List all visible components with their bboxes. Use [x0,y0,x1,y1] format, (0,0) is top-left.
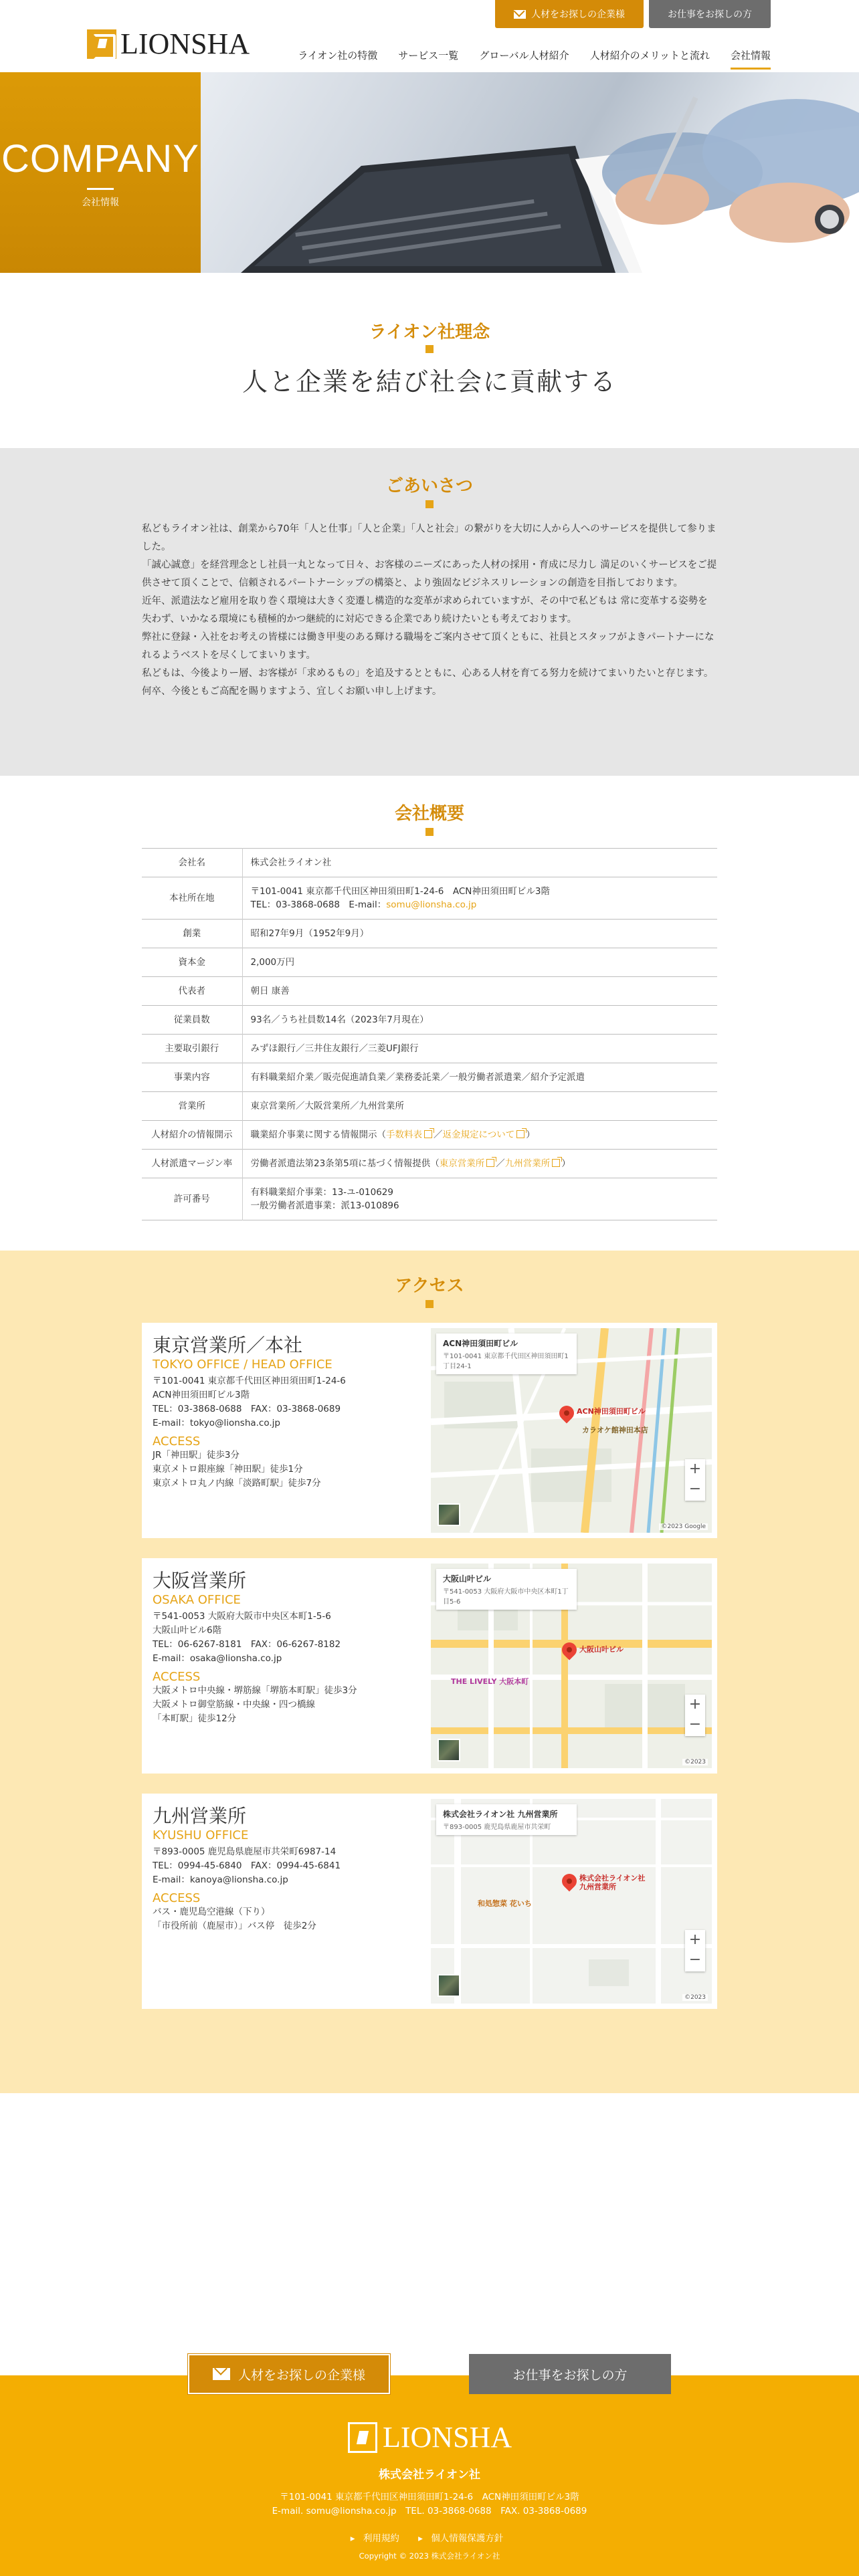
title-dot [425,1300,434,1308]
table-row [142,877,717,920]
access-line: 「市役所前（鹿屋市）」バス停 徒歩2分 [153,1921,316,1931]
company-overview-table [142,848,717,1220]
row-value [242,1178,717,1220]
access-heading: ACCESS [153,1434,201,1448]
office-english-name: OSAKA OFFICE [153,1593,241,1607]
zoom-out-icon[interactable]: − [688,1481,702,1497]
row-label: 人材紹介の情報開示 [142,1121,242,1150]
hero-divider [87,188,114,190]
office-english-name: TOKYO OFFICE / HEAD OFFICE [153,1358,332,1372]
office-building: 大阪山叶ビル6階 [153,1625,222,1636]
map-pin-label: 株式会社ライオン社 九州営業所 [579,1874,646,1891]
map-place-card[interactable] [436,1569,577,1610]
office-card-kyushu [142,1794,717,2009]
site-header [0,0,859,72]
row-label: 会社名 [142,849,242,877]
cta-company-button[interactable] [188,2354,390,2394]
greeting-section [0,448,859,776]
map-poi-label: カラオケ館神田本店 [582,1426,648,1434]
greeting-paragraph: 「誠心誠意」を経営理念とし社員一丸となって日々、お客様のニーズにあった人材の採用・育成に尽力し 満足のいくサービスをご提供させて頂くことで、信頼されるパートナーシップの構築と、より強固なビジネスリレーションの創造を目指しております。 [142,560,717,588]
office-address: 〒101-0041 東京都千代田区神田須田町1-24-6 [153,1376,346,1386]
greeting-title: ごあいさつ [385,476,473,496]
map-kyushu[interactable] [431,1799,712,2004]
office-phone: TEL：0994-45-6840 FAX：0994-45-6841 [153,1860,341,1871]
company-search-label: 人材をお探しの企業様 [531,9,625,20]
footer-logo[interactable] [348,2422,512,2453]
logo-text: LIONSHA [120,27,250,60]
table-row [142,849,717,877]
table-row [142,1006,717,1035]
map-place-card[interactable] [436,1804,577,1835]
access-heading: ACCESS [153,1891,201,1905]
row-label: 営業所 [142,1092,242,1121]
lion-logo-icon [348,2422,377,2453]
footer-copyright: Copyright © 2023 株式会社ライオン社 [359,2551,500,2561]
office-email: E-mail：kanoya@lionsha.co.jp [153,1874,288,1885]
row-label: 従業員数 [142,1006,242,1035]
office-name: 大阪営業所 [153,1570,247,1592]
hero-subtitle: 会社情報 [82,197,119,208]
site-logo[interactable] [87,29,250,59]
tokyo-margin-link[interactable]: 東京営業所 [439,1158,485,1169]
office-name: 九州営業所 [153,1805,247,1827]
greeting-paragraph: 近年、派遣法など雇用を取り巻く環境は大きく変遷し構造的な変革が求められていますが、その中で私どもは 常に変革する姿勢を失わず、いかなる環境にも積極的かつ継続的に対応できる企業であり続けたいとも考えております。 [142,596,708,625]
map-place-address: 〒541-0053 大阪府大阪市中央区本町1丁目5-6 [443,1588,569,1606]
access-line: 東京メトロ銀座線「神田駅」徒歩1分 [153,1464,303,1475]
access-line: 大阪メトロ中央線・堺筋線「堺筋本町駅」徒歩3分 [153,1685,357,1696]
cta-job-button[interactable] [469,2354,671,2394]
greeting-paragraph: 私どもは、今後よりー層、お客様が「求めるもの」を追及するとともに、心ある人材を育てる努力を続けてまいりたいと存じます。 [142,668,714,679]
row-value: みずほ銀行／三井住友銀行／三菱UFJ銀行 [250,1043,419,1054]
closing-paren: ） [561,1158,571,1169]
map-tokyo[interactable] [431,1328,712,1533]
access-line: JR「神田駅」徒歩3分 [153,1450,240,1461]
office-phone: TEL：06-6267-8181 FAX：06-6267-8182 [153,1639,341,1650]
satellite-toggle[interactable] [438,1739,460,1761]
lion-logo-icon [87,29,116,59]
fee-table-link[interactable]: 手数料表 [386,1130,422,1140]
access-line: 東京メトロ丸ノ内線「淡路町駅」徒歩7分 [153,1478,321,1489]
external-link-icon [516,1130,524,1138]
table-row [142,1178,717,1220]
hero-title: COMPANY [1,137,199,181]
row-label: 主要取引銀行 [142,1035,242,1063]
map-pin-label: 大阪山叶ビル [579,1645,624,1654]
row-value [242,1150,717,1178]
map-place-title: ACN神田須田町ビル [443,1339,518,1348]
zoom-out-icon[interactable]: − [688,1716,702,1733]
office-email: E-mail：osaka@lionsha.co.jp [153,1653,282,1664]
footer-links [0,2531,859,2544]
office-building: ACN神田須田町ビル3階 [153,1390,250,1400]
zoom-in-icon[interactable]: + [688,1461,702,1477]
table-row [142,1035,717,1063]
access-line: 大阪メトロ御堂筋線・中央線・四つ橋線 [153,1699,315,1710]
map-pin-label: ACN神田須田町ビル [577,1407,646,1416]
row-label: 事業内容 [142,1063,242,1092]
nav-item-global[interactable]: グローバル人材紹介 [479,49,569,62]
zoom-in-icon[interactable]: + [688,1931,702,1948]
row-label: 本社所在地 [142,877,242,920]
office-english-name: KYUSHU OFFICE [153,1828,249,1842]
map-poi-label: THE LIVELY 大阪本町 [451,1677,529,1686]
map-attribution: ©2023 [682,1759,708,1765]
external-link-icon [424,1130,432,1138]
job-search-button[interactable] [649,0,771,28]
nav-item-company[interactable]: 会社情報 [731,48,771,70]
philosophy-slogan: 人と企業を結び社会に貢献する [242,367,617,397]
philosophy-section [0,273,859,448]
map-poi-label: 和処惣菜 花いち [478,1899,532,1908]
access-heading: ACCESS [153,1670,201,1684]
laptop-writing-image [201,72,859,273]
access-line: 「本町駅」徒歩12分 [153,1713,237,1724]
office-info [153,1569,434,1726]
job-search-label: お仕事をお探しの方 [668,9,752,20]
map-place-title: 株式会社ライオン社 九州営業所 [443,1810,558,1819]
overview-title: 会社概要 [394,804,464,824]
row-label: 許可番号 [142,1178,242,1220]
map-osaka[interactable] [431,1564,712,1768]
footer-cta [0,2354,859,2394]
table-row [142,1063,717,1092]
margin-text: 労働者派遣法第23条第5項に基づく情報提供（ [250,1158,440,1169]
table-row [142,1121,717,1150]
row-value: 昭和27年9月（1952年9月） [250,928,369,939]
access-section [0,1251,859,2093]
map-place-title: 大阪山叶ビル [443,1574,492,1584]
philosophy-title: ライオン社理念 [369,322,490,342]
main-nav [298,48,771,70]
zoom-in-icon[interactable]: + [688,1696,702,1713]
access-line: バス・鹿児島空港線（下り） [153,1907,270,1917]
greeting-body [142,520,717,701]
zoom-out-icon[interactable]: − [688,1951,702,1968]
license-line: 有料職業紹介事業：13-ユ-010629 [250,1187,393,1198]
overview-section [0,776,859,1251]
row-label: 資本金 [142,948,242,977]
table-row [142,948,717,977]
separator: ／ [434,1130,443,1140]
disclosure-text: 職業紹介事業に関する情報開示（ [250,1130,386,1140]
office-email: E-mail：tokyo@lionsha.co.jp [153,1418,280,1428]
cta-job-label: お仕事をお探しの方 [512,2367,628,2383]
nav-item-services[interactable]: サービス一覧 [398,49,459,62]
hero-photo [201,72,859,273]
row-value: 93名／うち社員数14名（2023年7月現在） [250,1014,429,1025]
title-dot [425,828,434,836]
external-link-icon [552,1159,560,1167]
row-label: 人材派遣マージン率 [142,1150,242,1178]
office-info [153,1804,434,1933]
top-buttons [495,0,771,28]
map-zoom-control[interactable] [685,1930,705,1971]
footer-company-name: 株式会社ライオン社 [379,2468,480,2482]
row-value: 有料職業紹介業／販売促進請負業／業務委託業／一般労働者派遣業／紹介予定派遣 [250,1072,585,1083]
row-value: 2,000万円 [250,957,295,968]
footer-link-privacy[interactable]: ▸ 個人情報保護方針 [418,2533,504,2544]
nav-item-merits[interactable]: 人材紹介のメリットと流れ [589,49,710,62]
map-attribution: ©2023 Google [659,1523,708,1530]
company-search-button[interactable] [495,0,644,28]
office-name: 東京営業所／本社 [153,1334,303,1356]
table-row [142,920,717,948]
map-zoom-control[interactable] [685,1459,705,1501]
row-value: 東京営業所／大阪営業所／九州営業所 [250,1101,404,1111]
site-footer [0,2375,859,2576]
footer-address-line: 〒101-0041 東京都千代田区神田須田町1-24-6 ACN神田須田町ビル3階 [280,2492,579,2502]
table-row [142,1150,717,1178]
address-line: 〒101-0041 東京都千代田区神田須田町1-24-6 ACN神田須田町ビル3階 [250,886,550,897]
row-label: 創業 [142,920,242,948]
footer-link-terms-label: 利用規約 [363,2533,399,2544]
refund-policy-link[interactable]: 返金規定について [442,1130,515,1140]
hero-title-block [0,72,201,273]
footer-link-terms[interactable]: ▸ 利用規約 [350,2533,399,2544]
contact-line [251,898,711,911]
greeting-paragraph: 何卒、今後ともご高配を賜りますよう、宜しくお願い申し上げます。 [142,686,442,697]
office-address: 〒893-0005 鹿児島県鹿屋市共栄町6987-14 [153,1846,337,1857]
map-place-card[interactable] [436,1333,577,1374]
map-place-address: 〒101-0041 東京都千代田区神田須田町1丁目24-1 [443,1353,569,1370]
contact-text: TEL：03-3868-0688 E-mail： [250,899,387,910]
row-value [242,1121,717,1150]
title-dot [425,500,434,508]
map-place-address: 〒893-0005 鹿児島県鹿屋市共栄町 [443,1824,551,1831]
office-card-tokyo [142,1323,717,1538]
row-value: 朝日 康善 [250,986,290,996]
mail-icon [213,2368,230,2380]
greeting-paragraph: 弊社に登録・入社をお考えの皆様には働き甲斐のある輝ける職場をご案内させて頂くともに、社員とスタッフがよきパートナーになれるようベストを尽くしてまいります。 [142,632,714,661]
access-title: アクセス [395,1276,464,1296]
office-address: 〒541-0053 大阪府大阪市中央区本町1-5-6 [153,1611,331,1622]
table-row [142,977,717,1006]
title-dot [425,345,434,353]
office-info [153,1333,434,1491]
closing-paren: ） [526,1130,535,1140]
office-phone: TEL：03-3868-0688 FAX：03-3868-0689 [153,1404,341,1414]
satellite-toggle[interactable] [438,1503,460,1526]
footer-contact-line: E-mail. somu@lionsha.co.jp TEL. 03-3868-0688 FAX. 03-3868-0689 [272,2506,587,2516]
nav-item-features[interactable]: ライオン社の特徴 [298,49,378,62]
footer-link-privacy-label: 個人情報保護方針 [431,2533,504,2544]
kyushu-margin-link[interactable]: 九州営業所 [504,1158,551,1169]
email-link[interactable]: somu@lionsha.co.jp [386,899,477,910]
external-link-icon [486,1159,494,1167]
office-card-osaka [142,1558,717,1774]
footer-logo-text: LIONSHA [383,2421,512,2454]
cta-company-label: 人材をお探しの企業様 [237,2367,365,2383]
row-value: 株式会社ライオン社 [250,857,332,868]
row-value [242,877,717,920]
license-line: 一般労働者派遣事業：派13-010896 [250,1200,399,1211]
footer-address [0,2490,859,2518]
satellite-toggle[interactable] [438,1974,460,1997]
table-row [142,1092,717,1121]
mail-icon [514,10,526,19]
row-label: 代表者 [142,977,242,1006]
greeting-paragraph: 私どもライオン社は、創業から70年「人と仕事」「人と企業」「人と社会」の繋がりを大切に人から人へのサービスを提供して参りました。 [142,524,717,552]
separator: ／ [496,1158,505,1169]
map-attribution: ©2023 [682,1994,708,2001]
hero [0,72,859,273]
map-zoom-control[interactable] [685,1695,705,1736]
